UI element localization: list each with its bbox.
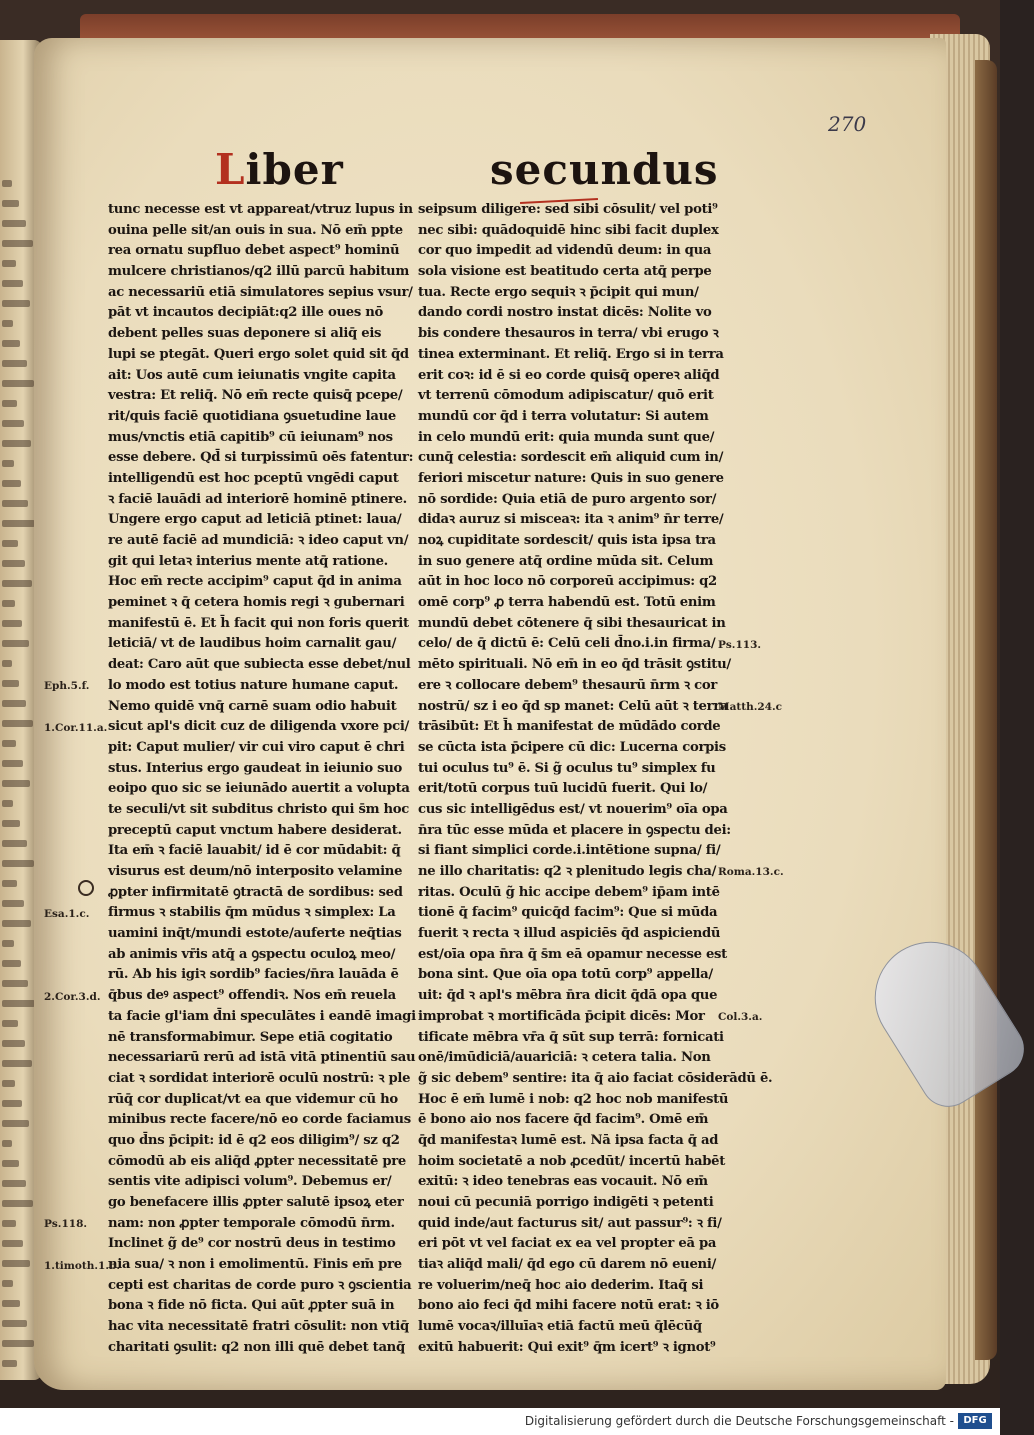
- text-line: ne illo charitatis: q2 ꝛ plenitudo legis cha/: [418, 864, 717, 879]
- facing-page-text-mark: [2, 420, 24, 427]
- text-line: si fiant simplici corde.i.intētione supna/ fi/: [418, 843, 721, 859]
- facing-page-text-mark: [2, 400, 17, 407]
- text-line: tificate mēbra vr̄a q̄ sūt sup terrā: fornicati: [418, 1029, 724, 1045]
- paper-blemish: [78, 880, 94, 896]
- facing-page-text-mark: [2, 320, 13, 327]
- text-line: celo/ de q̄ dictū ē: Celū celi d̄no.i.in firma/: [418, 636, 716, 652]
- dfg-logo: DFG: [958, 1413, 992, 1429]
- text-line: hoim societatē a nob ꝓcedūt/ incertū habēt: [418, 1153, 726, 1169]
- text-line: aūt in hoc loco nō corporeū accipimus: q2: [418, 574, 717, 590]
- text-line: ere ꝛ collocare debem⁹ thesaurū n̄rm ꝛ cor: [418, 677, 718, 693]
- facing-page-text-mark: [2, 240, 33, 247]
- running-head-initial: L: [215, 145, 246, 194]
- facing-page-text-mark: [2, 640, 29, 647]
- text-line: lumē vocaꝛ/illuīaꝛ etiā factū meū q̄lēcūq̄: [418, 1319, 702, 1335]
- text-line: se cūcta ista p̄cipere cū dic: Lucerna corpis: [418, 739, 726, 755]
- facing-page-text-mark: [2, 1040, 25, 1047]
- text-line: noui cū pecuniā porrigo indigēti ꝛ petenti: [418, 1195, 714, 1210]
- facing-page-text-mark: [2, 1320, 27, 1327]
- text-line: dando cordi nostro instat dicēs: Nolite vo: [418, 305, 712, 321]
- facing-page-text-mark: [2, 1240, 23, 1247]
- text-line: mundū cor q̄d i terra volutatur: Si autem: [418, 408, 709, 424]
- facing-page-text-mark: [2, 200, 19, 207]
- text-line: firmus ꝛ stabilis q̄m mūdus ꝛ simplex: La: [108, 905, 396, 921]
- text-line: manifestū ē. Et h̄ facit qui non foris querit: [108, 615, 409, 631]
- facing-page-text-mark: [2, 580, 32, 587]
- text-line: rit/quis faciē quotidiana ꝯsuetudine laue: [108, 408, 397, 424]
- text-line: uit: q̄d ꝛ apl's mēbra n̄ra dicit q̄dā opa que: [418, 988, 718, 1004]
- facing-page-text-mark: [2, 1200, 33, 1207]
- marginal-note: Matth.24.c: [718, 700, 783, 713]
- text-line: sicut apl's dicit cuz de diligenda vxore pci/: [108, 719, 410, 735]
- facing-page-text-mark: [2, 1140, 12, 1147]
- facing-page-text-mark: [2, 300, 30, 307]
- marginal-note: 2.Cor.3.d.: [44, 990, 101, 1003]
- text-line: nē transformabimur. Sepe etiā cogitatio: [108, 1029, 393, 1045]
- text-line: noꝝ cupiditate sordescit/ quis ista ipsa tra: [418, 533, 716, 548]
- text-line: exitū habuerit: Qui exit⁹ q̄m icert⁹ ꝛ ignot⁹: [418, 1339, 716, 1355]
- text-line: Nemo quidē vnq̄ carnē suam odio habuit: [108, 698, 397, 714]
- text-line: minibus recte facere/nō eo corde faciamus: [108, 1112, 411, 1128]
- facing-page-text-mark: [2, 220, 26, 227]
- marginal-note: Ps.118.: [44, 1218, 88, 1231]
- text-line: mulcere christianos/q2 illū parcū habitum: [108, 264, 409, 280]
- text-line: erit coꝛ: id ē si eo corde quisq̄ opereꝛ aliq̄d: [418, 367, 720, 383]
- text-line: omē corp⁹ ꝓ terra habendū est. Totū enim: [418, 595, 716, 611]
- text-line: cor quo impedit ad videndū deum: in qua: [418, 243, 712, 259]
- facing-page-text-mark: [2, 920, 31, 927]
- text-line: mēto spirituali. Nō em̄ in eo q̄d trāsit ꝯstitu/: [418, 657, 731, 673]
- text-line: exitū: ꝛ ideo tenebras eas vocauit. Nō em̄: [418, 1174, 708, 1190]
- text-line: re autē faciē ad mundiciā: ꝛ ideo caput vn/: [108, 533, 409, 548]
- text-line: Hoc ē em̄ lumē i nob: q2 hoc nob manifestū: [418, 1091, 729, 1107]
- text-line: ait: Uos autē cum ieiunatis vngite capita: [108, 367, 396, 383]
- text-line: ouina pelle sit/an ouis in sua. Nō em̄ ppte: [108, 222, 403, 238]
- facing-page-text-mark: [2, 800, 13, 807]
- facing-page-text-mark: [2, 900, 24, 907]
- text-line: bis condere thesauros in terra/ vbi erugo ꝛ: [418, 326, 719, 342]
- facing-page-text-mark: [2, 1060, 32, 1067]
- text-line: bono aio feci q̄d mihi facere notū erat: ꝛ iō: [418, 1298, 719, 1314]
- text-line: tiaꝛ aliq̄d mali/ q̄d ego cū darem nō eueni/: [418, 1257, 717, 1273]
- text-line: Inclinet g̃ de⁹ cor nostrū deus in testimo: [108, 1236, 396, 1252]
- text-line: intelligendū est hoc pceptū vngēdi caput: [108, 470, 399, 486]
- text-line: preceptū caput vnctum habere desiderat.: [108, 822, 402, 838]
- text-line: te seculi/vt sit subditus christo qui s̄m hoc: [108, 801, 410, 817]
- facing-page-text-mark: [2, 380, 34, 387]
- text-line: esse debere. Qd̄ si turpissimū oēs fatentur:: [108, 450, 414, 466]
- text-line: fuerit ꝛ recta ꝛ illud aspiciēs q̄d aspiciendū: [418, 926, 721, 942]
- facing-page-text-mark: [2, 780, 30, 787]
- text-line: quid inde/aut facturus sit/ aut passur⁹: ꝛ fi/: [418, 1215, 722, 1231]
- text-line: cepti est charitas de corde puro ꝛ ꝯscientia: [108, 1277, 412, 1293]
- text-line: in celo mundū erit: quia munda sunt que/: [418, 429, 715, 445]
- facing-page-text-mark: [2, 680, 19, 687]
- text-line: lupi se ptegāt. Queri ergo solet quid sit q̄d: [108, 346, 409, 362]
- marginal-note: Eph.5.f.: [44, 680, 90, 693]
- facing-page-text-mark: [2, 840, 27, 847]
- text-line: bona sint. Que oīa opa totū corp⁹ appella/: [418, 967, 713, 983]
- text-line: Hoc em̄ recte accipim⁹ caput q̄d in anima: [108, 574, 402, 590]
- footer-credit: Digitalisierung gefördert durch die Deutsche Forschungsgemeinschaft -: [524, 1414, 954, 1428]
- text-line: in suo genere atq̄ ordine mūda sit. Celum: [418, 553, 714, 569]
- text-line: ac necessariū etiā simulatores sepius vsur/: [108, 284, 413, 300]
- text-line: ritas. Oculū g̃ hic accipe debem⁹ ip̄am intē: [418, 884, 720, 900]
- text-line: nō sordide: Quia etiā de puro argento sor/: [418, 491, 717, 507]
- text-line: eoipo quo sic se ieiunādo auertit a volupta: [108, 781, 410, 797]
- text-line: ē bono aio nos facere q̄d facim⁹. Omē em̄: [418, 1112, 709, 1128]
- text-line: deat: Caro aūt que subiecta esse debet/nul: [108, 657, 411, 673]
- text-line: debent pelles suas deponere si aliq̄ eis: [108, 326, 382, 342]
- facing-page-text-mark: [2, 540, 18, 547]
- text-line: stus. Interius ergo gaudeat in ieiunio suo: [108, 760, 403, 776]
- text-line: eri pōt vt vel faciat ex ea vel propter eā pa: [418, 1236, 717, 1252]
- facing-page-text-mark: [2, 1220, 16, 1227]
- facing-page-text-mark: [2, 700, 26, 707]
- marginal-note: 1.timoth.1.b.: [44, 1259, 121, 1272]
- facing-page-text-mark: [2, 600, 15, 607]
- text-line: ab animis vr̄is atq̄ a ꝯspectu oculoꝝ meo/: [108, 946, 396, 962]
- facing-page-text-mark: [2, 1120, 29, 1127]
- text-line: sentis vite adipisci volum⁹. Debemus er/: [108, 1174, 392, 1190]
- text-line: nia sua/ ꝛ non i emolimentū. Finis em̄ pre: [108, 1257, 402, 1273]
- running-head-right: secundus: [490, 145, 719, 194]
- facing-page-text-mark: [2, 280, 23, 287]
- text-line: cunq̄ celestia: sordescit em̄ aliquid cum in/: [418, 450, 724, 466]
- facing-page-text-mark: [2, 980, 28, 987]
- text-line: pāt vt incautos decipiāt:q2 ille oues nō: [108, 305, 384, 321]
- text-column-left: [108, 200, 416, 1359]
- text-line: rea ornatu supfluo debet aspect⁹ hominū: [108, 243, 400, 259]
- facing-page-text-mark: [2, 660, 12, 667]
- text-line: ciat ꝛ sordidat interiorē oculū nostrū: ꝛ ple: [108, 1070, 411, 1086]
- facing-page-text-mark: [2, 560, 25, 567]
- text-line: lo modo est totius nature humane caput.: [108, 677, 399, 693]
- facing-page-text-mark: [2, 860, 34, 867]
- text-line: q̄bus deꝰ aspect⁹ offendiꝛ. Nos em̄ reuela: [108, 988, 396, 1004]
- facing-page-text-mark: [2, 760, 23, 767]
- text-line: cōmodū ab eis aliq̄d ꝓpter necessitatē pre: [108, 1153, 407, 1169]
- text-line: feriori miscetur nature: Quis in suo genere: [418, 470, 724, 486]
- text-line: bona ꝛ fide nō ficta. Qui aūt ꝓpter suā in: [108, 1298, 395, 1314]
- text-line: tua. Recte ergo sequiꝛ ꝛ p̄cipit qui mun/: [418, 284, 699, 300]
- text-line: vt terrenū cōmodum adipiscatur/ quō erit: [418, 388, 714, 404]
- text-line: tunc necesse est vt appareat/vtruz lupus in: [108, 202, 413, 217]
- facing-page-text-mark: [2, 740, 16, 747]
- text-line: vestra: Et reliq̄. Nō em̄ recte quisq̄ pcepe/: [108, 388, 403, 404]
- text-line: q̄d manifestaꝛ lumē est. Nā ipsa facta q̄ ad: [418, 1132, 719, 1148]
- facing-page-text-mark: [2, 180, 12, 187]
- text-line: git qui letaꝛ interius mente atq̄ ratione.: [108, 553, 388, 569]
- text-line: cus sic intelligēdus est/ vt nouerim⁹ oīa opa: [418, 801, 728, 817]
- facing-page-text-mark: [2, 480, 21, 487]
- facing-page-text-mark: [2, 1360, 17, 1367]
- facing-page-text-mark: [2, 440, 31, 447]
- facing-page-text-mark: [2, 940, 14, 947]
- facing-page-text-mark: [2, 720, 33, 727]
- facing-page-text-mark: [2, 1260, 30, 1267]
- text-line: n̄ra tūc esse mūda et placere in ꝯspectu dei:: [418, 822, 731, 838]
- facing-page-text-mark: [2, 1080, 15, 1087]
- text-line: nostrū/ sz i eo q̄d sp manet: Celū aūt ꝛ terra: [418, 698, 729, 714]
- text-line: visurus est deum/nō interposito velamine: [108, 864, 403, 879]
- marginal-note: 1.Cor.11.a.: [44, 721, 108, 734]
- text-line: est/oīa opa n̄ra q̄ s̄m eā opamur necesse est: [418, 946, 727, 962]
- facing-page-text-mark: [2, 1160, 19, 1167]
- text-line: tionē q̄ facim⁹ quicq̄d facim⁹: Que si mūda: [418, 905, 718, 921]
- book-binding-edge: [975, 60, 997, 1360]
- text-line: onē/imūdiciā/auariciā: ꝛ cetera talia. Non: [418, 1050, 711, 1066]
- text-line: mundū debet cōtenere q̄ sibi thesauricat in: [418, 615, 726, 631]
- facing-page-text-mark: [2, 500, 28, 507]
- facing-page-text-mark: [2, 260, 16, 267]
- text-line: ta facie gl'iam d̄ni speculātes i eandē imagi: [108, 1008, 416, 1024]
- text-line: nam: non ꝓpter temporale cōmodū n̄rm.: [108, 1215, 395, 1231]
- marginal-note: Ps.113.: [718, 638, 762, 651]
- facing-page-text-mark: [2, 1100, 22, 1107]
- text-line: ꝓpter infirmitatē ꝯtractā de sordibus: sed: [108, 884, 403, 900]
- footer-bar: [0, 1408, 1000, 1435]
- running-head-left: [215, 145, 344, 194]
- marginal-note: Roma.13.c.: [718, 866, 784, 879]
- text-line: ꝛ faciē lauādi ad interiorē hominē ptinere.: [108, 491, 407, 507]
- text-line: re voluerim/neq̄ hoc aio dederim. Itaq̄ si: [418, 1277, 704, 1293]
- text-line: rūq̄ cor duplicat/vt ea que videmur cū ho: [108, 1091, 398, 1107]
- facing-page-text-mark: [2, 520, 35, 527]
- text-line: go benefacere illis ꝓpter salutē ipsoꝝ eter: [108, 1195, 404, 1210]
- facing-page-text-mark: [2, 360, 27, 367]
- text-line: nec sibi: quādoquidē hinc sibi facit duplex: [418, 222, 719, 238]
- facing-page-text-mark: [2, 1180, 26, 1187]
- facing-page-text-mark: [2, 820, 20, 827]
- text-line: g̃ sic debem⁹ sentire: ita q̄ aio faciat cōsiderādū ē.: [418, 1070, 773, 1086]
- facing-page-text-mark: [2, 880, 17, 887]
- running-head-left-rest: iber: [245, 145, 344, 194]
- folio-number: 270: [828, 112, 867, 136]
- text-line: necessariarū rerū ad istā vitā ptinentiū sau: [108, 1050, 416, 1066]
- marginal-note: Esa.1.c.: [44, 907, 90, 920]
- facing-page-text-mark: [2, 1340, 34, 1347]
- text-line: peminet ꝛ q̄ cetera homis regi ꝛ gubernari: [108, 595, 405, 611]
- text-line: tui oculus tu⁹ ē. Si g̃ oculus tu⁹ simplex fu: [418, 760, 716, 776]
- text-line: charitati ꝯsulit: q2 non illi quē debet tanq̄: [108, 1339, 405, 1355]
- facing-page-text-mark: [2, 460, 14, 467]
- facing-page-text-mark: [2, 1300, 20, 1307]
- text-line: leticiā/ vt de laudibus hoim carnalit gau/: [108, 636, 397, 652]
- marginal-note: Col.3.a.: [718, 1011, 763, 1024]
- text-line: mus/vnctis etiā capitib⁹ cū ieiunam⁹ nos: [108, 429, 393, 445]
- facing-page-text-mark: [2, 620, 22, 627]
- text-line: pit: Caput mulier/ vir cui viro caput ē chri: [108, 739, 405, 755]
- text-line: sola visione est beatitudo certa atq̄ perpe: [418, 264, 712, 280]
- text-line: erit/totū corpus tuū lucidū fuerit. Qui lo/: [418, 781, 708, 797]
- text-line: quo d̄ns p̄cipit: id ē q2 eos diligim⁹/ sz q2: [108, 1132, 400, 1148]
- text-line: didaꝛ auruz si misceaꝛ: ita ꝛ anim⁹ n̄r terre/: [418, 512, 724, 528]
- text-line: Ita em̄ ꝛ faciē lauabit/ id ē cor mūdabit: q̄: [108, 843, 401, 859]
- text-line: hac vita necessitatē fratri cōsulit: non vtiq̄: [108, 1319, 409, 1335]
- facing-page-text-mark: [2, 1280, 13, 1287]
- text-line: improbat ꝛ mortificāda p̄cipit dicēs: Mor: [418, 1008, 705, 1024]
- facing-page-text-mark: [2, 1000, 35, 1007]
- facing-page-text-mark: [2, 960, 21, 967]
- text-line: Ungere ergo caput ad leticiā ptinet: laua/: [108, 512, 402, 528]
- facing-page-text-mark: [2, 1020, 18, 1027]
- text-line: rū. Ab his igiꝛ sordib⁹ facies/n̄ra lauāda ē: [108, 967, 399, 983]
- text-line: seipsum diligere: sed sibi cōsulit/ vel poti⁹: [418, 202, 718, 217]
- text-line: uamini inq̄t/mundi estote/auferte neq̄tias: [108, 926, 402, 942]
- text-line: trāsibūt: Et h̄ manifestat de mūdādo corde: [418, 719, 721, 735]
- facing-page-text-mark: [2, 340, 20, 347]
- text-line: tinea exterminant. Et reliq̄. Ergo si in terra: [418, 346, 724, 362]
